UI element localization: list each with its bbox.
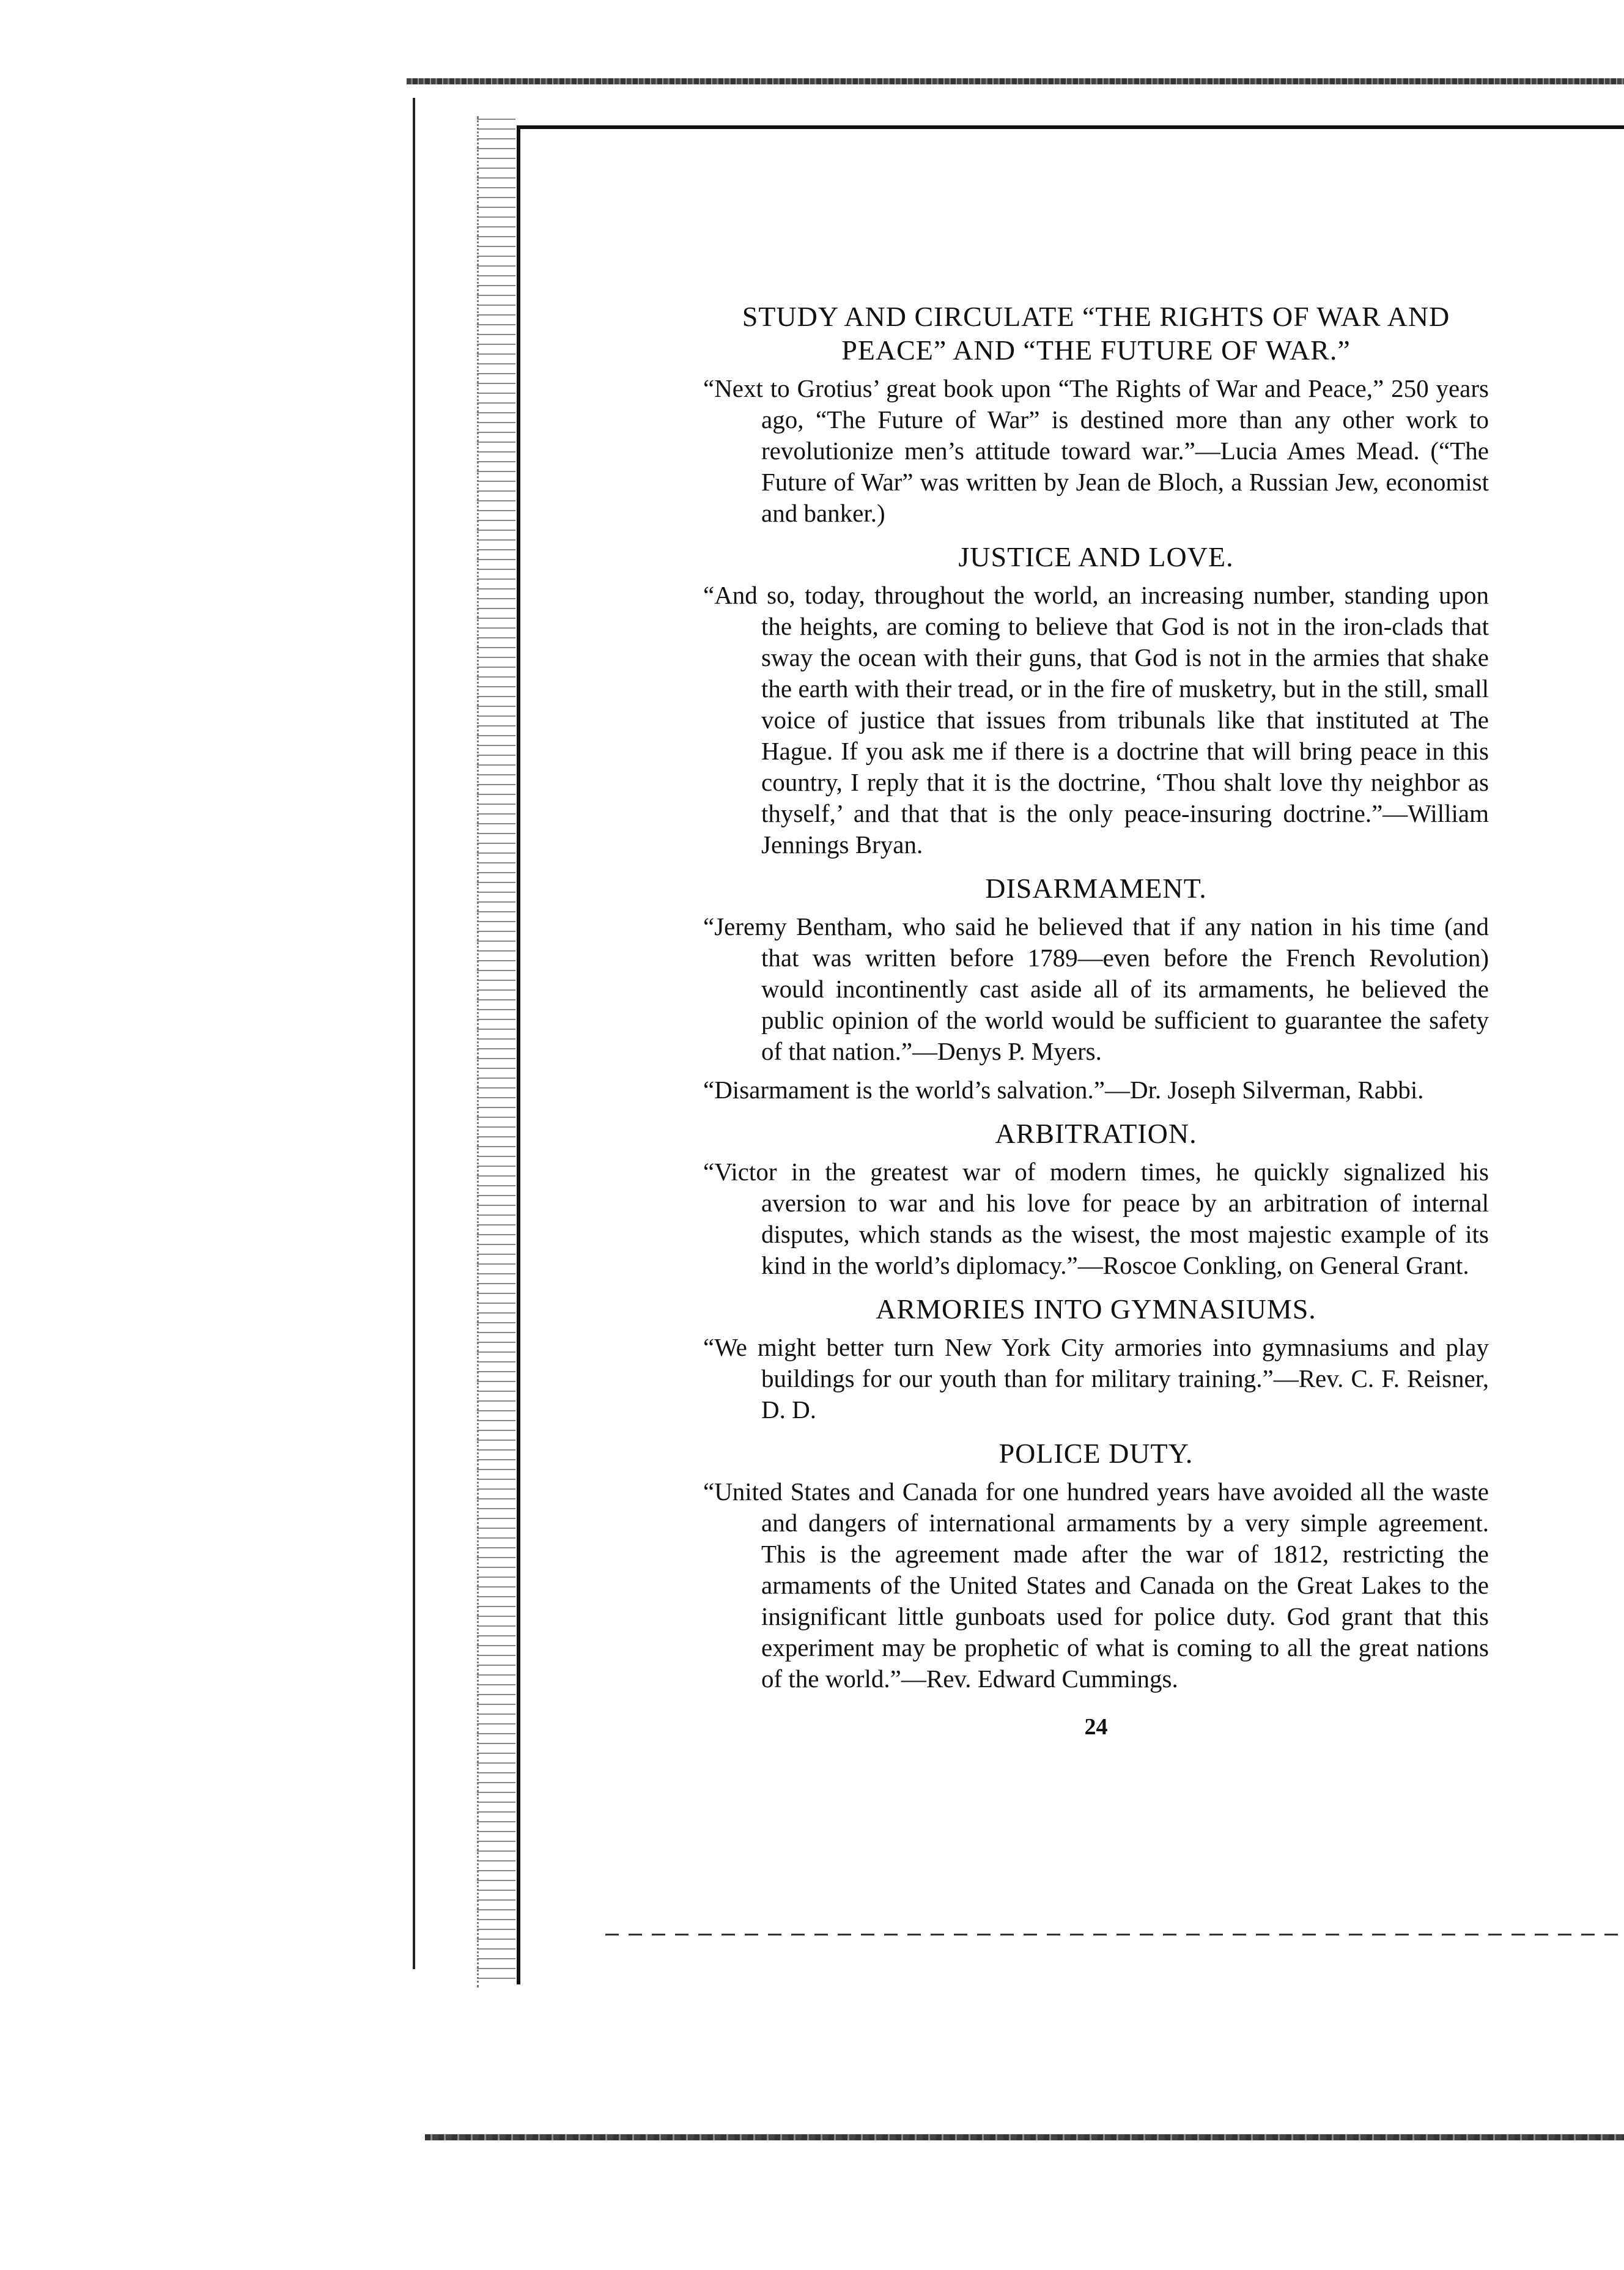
page-number: 24	[1084, 1714, 1108, 1740]
binding-edge	[477, 116, 515, 1987]
quote-paragraph: “Disarmament is the world’s salvation.”—Dr. Joseph Silverman, Rabbi.	[703, 1076, 1424, 1104]
quote-paragraph: “Victor in the greatest war of modern times, he quickly signalized his aversion to war and his love for peace by an arbitration of internal disputes, which stands as the wisest, the most majestic example of its kind in the world’s diplomacy.”—Roscoe Conkling, on General Grant.	[703, 1158, 1489, 1279]
section-armories	[703, 1292, 1489, 1425]
quote-paragraph: “We might better turn New York City armories into gymnasiums and play buildings for our youth than for military training.”—Rev. C. F. Reisner, D. D.	[703, 1333, 1489, 1424]
margin-line	[413, 98, 415, 1969]
page-top-edge	[517, 125, 1624, 129]
section-justice	[703, 540, 1489, 860]
section-heading: ARBITRATION.	[995, 1118, 1197, 1149]
quote-paragraph: “And so, today, throughout the world, an increasing number, standing upon the heights, are coming to believe that God is not in the iron-clads that sway the ocean with their guns, that God is not in the armies that shake the earth with their tread, or in the fire of musketry, but in the still, small voice of justice that issues from tribunals like that instituted at The Hague. If you ask me if there is a doctrine that will bring peace in this country, I reply that it is the doctrine, ‘Thou shalt love thy neighbor as thyself,’ and that that is the only peace-insuring doctrine.”—William Jennings Bryan.	[703, 581, 1489, 859]
section-heading: STUDY AND CIRCULATE “THE RIGHTS OF WAR AND PEACE” AND “THE FUTURE OF WAR.”	[742, 301, 1450, 366]
quote-paragraph: “Jeremy Bentham, who said he believed that if any nation in his time (and that was written before 1789—even before the French Revolution) would incontinently cast aside all of its armaments, he believed the public opinion of the world would be sufficient to guarantee the safety of that nation.”—Denys P. Myers.	[703, 912, 1489, 1065]
top-rule	[407, 78, 1624, 84]
section-heading: DISARMAMENT.	[985, 873, 1207, 904]
section-heading: ARMORIES INTO GYMNASIUMS.	[876, 1293, 1316, 1325]
quote-paragraph: “United States and Canada for one hundred years have avoided all the waste and dangers of international armaments by a very simple agreement. This is the agreement made after the war of 1812, restricting the armaments of the United States and Canada on the Great Lakes to the insignificant little gunboats used for police duty. God grant that this experiment may be prophetic of what is coming to all the great nations of the world.”—Rev. Edward Cummings.	[703, 1477, 1489, 1693]
bottom-rule	[425, 2134, 1624, 2140]
section-study	[703, 300, 1489, 529]
section-police	[703, 1436, 1489, 1695]
page-left-edge	[517, 125, 520, 1984]
page-bottom-edge	[605, 1934, 1624, 1935]
page-content	[703, 300, 1489, 1743]
section-heading: JUSTICE AND LOVE.	[958, 541, 1234, 572]
section-arbitration	[703, 1117, 1489, 1281]
section-heading: POLICE DUTY.	[998, 1438, 1194, 1469]
section-disarmament	[703, 871, 1489, 1106]
quote-paragraph: “Next to Grotius’ great book upon “The Rights of War and Peace,” 250 years ago, “The Future of War” is destined more than any other work to revolutionize men’s attitude toward war.”—Lucia Ames Mead. (“The Future of War” was written by Jean de Bloch, a Russian Jew, economist and banker.)	[703, 374, 1489, 527]
